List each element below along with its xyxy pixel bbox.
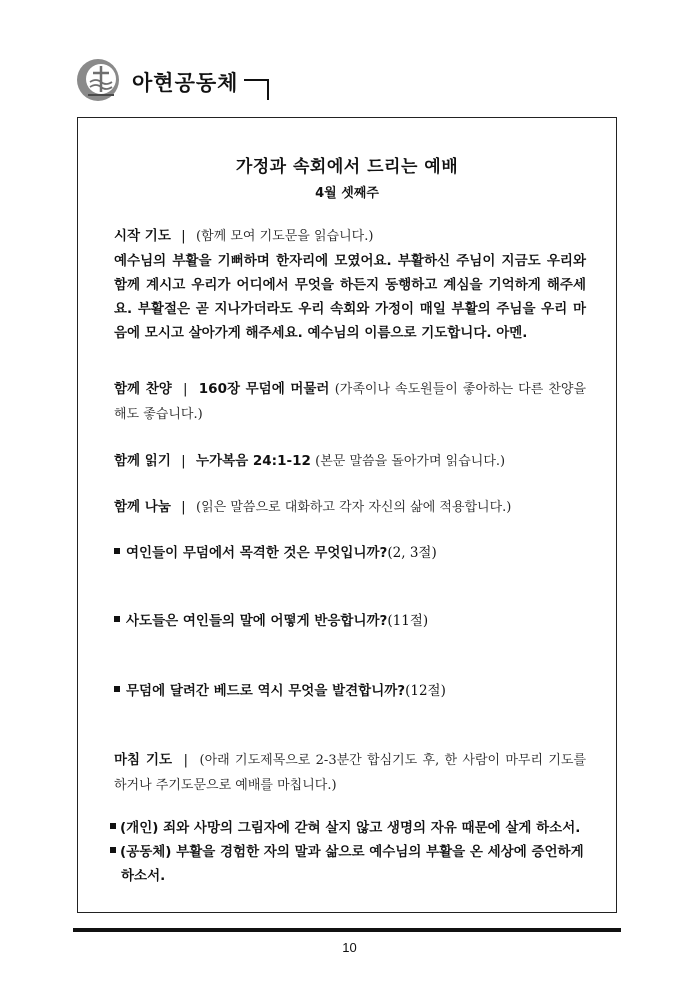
square-bullet-icon [110,823,116,829]
sharing-note: (읽은 말씀으로 대화하고 각자 자신의 삶에 적용합니다.) [196,500,512,515]
prayer-topic-text: (공동체) 부활을 경험한 자의 말과 삶으로 예수님의 부활을 온 세상에 증언하게 하소서. [120,844,584,884]
header-rule-vertical [267,79,269,100]
opening-prayer-text: 예수님의 부활을 기뻐하며 한자리에 모였어요. 부활하신 주님이 지금도 우리와 함께 계시고 우리가 어디에서 무엇을 하든지 동행하고 계심을 기억하게 해주세요. 부활절은 곧 지나가더라도 우리 속회와 가정이 매일 부활의 주님을 우리 마음에 모시고 살아가게 해주세요. 예수님의 이름으로 기도합니다. 아멘. [114,253,586,341]
square-bullet-icon [114,686,120,692]
question-text: 무덤에 달려간 베드로 역시 무엇을 발견합니까? [126,683,406,699]
hymn-section [114,377,586,427]
reading-passage: 누가복음 24:1-12 [196,453,311,469]
hymn-title: 160장 무덤에 머물러 [198,381,330,397]
question-ref: (2, 3절) [387,545,437,561]
opening-prayer-note: (함께 모여 기도문을 읽습니다.) [196,229,374,244]
worship-guide-box [77,117,617,913]
community-name: 아현공동체 [132,71,239,95]
separator: | [181,453,186,469]
closing-prayer-note: (아래 기도제목으로 2-3분간 합심기도 후, 한 사람이 마무리 기도를 하거나 주기도문으로 예배를 마칩니다.) [114,753,586,793]
opening-prayer-heading: 시작 기도 [114,228,171,244]
question-text: 사도들은 여인들의 말에 어떻게 반응합니까? [126,613,388,629]
prayer-topic-item [110,840,586,888]
sharing-section [114,495,586,520]
separator: | [181,499,186,515]
separator: | [183,752,189,768]
prayer-topic-item [110,816,586,840]
sharing-heading: 함께 나눔 [114,499,171,515]
separator: | [181,228,186,244]
square-bullet-icon [110,847,116,853]
separator: | [183,381,188,397]
church-logo-icon [76,58,120,102]
header [76,58,276,104]
closing-prayer-heading: 마침 기도 [114,752,173,768]
question-item [114,541,586,565]
worship-week: 4월 셋째주 [315,186,379,201]
footer-rule [73,928,621,932]
question-ref: (12절) [405,683,446,699]
reading-note: (본문 말씀을 돌아가며 읽습니다.) [315,454,506,469]
header-rule-horizontal [244,79,268,81]
hymn-note: (가족이나 속도원들이 좋아하는 다른 찬양을 해도 좋습니다.) [114,382,587,422]
question-ref: (11절) [387,613,429,629]
prayer-topics [110,816,586,888]
hymn-heading: 함께 찬양 [114,381,172,397]
closing-prayer-section [114,748,586,798]
question-text: 여인들이 무덤에서 목격한 것은 무엇입니까? [126,545,388,561]
question-item [114,609,586,633]
square-bullet-icon [114,616,120,622]
reading-heading: 함께 읽기 [114,453,171,469]
square-bullet-icon [114,548,120,554]
prayer-topic-text: (개인) 죄와 사망의 그림자에 갇혀 살지 않고 생명의 자유 때문에 살게 하소서. [120,820,581,836]
question-item [114,679,586,703]
reading-section [114,449,586,474]
page-number: 10 [342,940,357,955]
worship-title: 가정과 속회에서 드리는 예배 [235,157,459,177]
opening-prayer-section [114,224,586,345]
